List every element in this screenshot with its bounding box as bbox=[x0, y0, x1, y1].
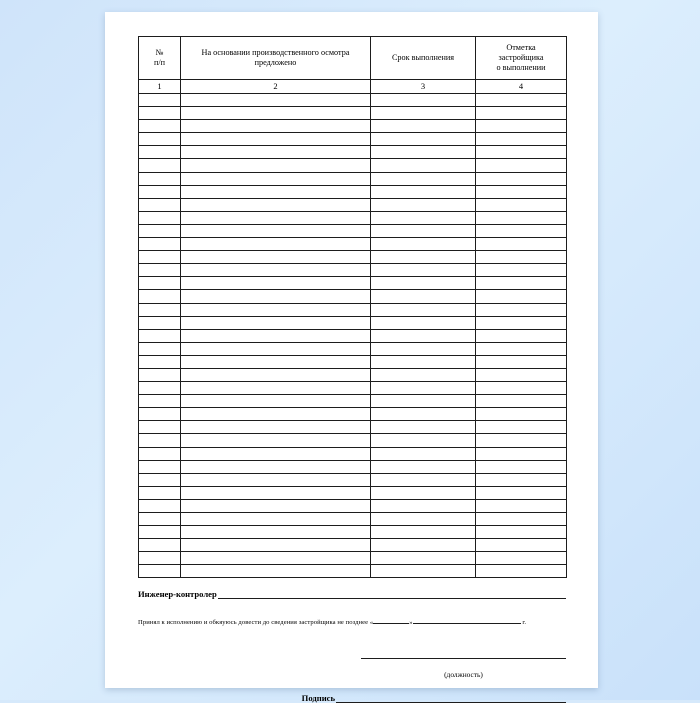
position-block bbox=[138, 646, 566, 682]
table-cell-proposed[interactable] bbox=[181, 421, 371, 434]
table-cell-number[interactable] bbox=[139, 552, 181, 565]
table-cell-proposed[interactable] bbox=[181, 565, 371, 578]
table-cell-proposed[interactable] bbox=[181, 434, 371, 447]
table-cell-number[interactable] bbox=[139, 447, 181, 460]
table-row[interactable] bbox=[139, 264, 567, 277]
table-cell-deadline[interactable] bbox=[371, 251, 476, 264]
table-cell-proposed[interactable] bbox=[181, 447, 371, 460]
table-cell-mark[interactable] bbox=[476, 552, 567, 565]
table-cell-mark[interactable] bbox=[476, 133, 567, 146]
table-cell-deadline[interactable] bbox=[371, 486, 476, 499]
signature-label: Подпись bbox=[301, 692, 335, 703]
table-cell-proposed[interactable] bbox=[181, 473, 371, 486]
table-cell-number[interactable] bbox=[139, 316, 181, 329]
table-cell-number[interactable] bbox=[139, 342, 181, 355]
table-cell-proposed[interactable] bbox=[181, 303, 371, 316]
table-cell-deadline[interactable] bbox=[371, 185, 476, 198]
table-row[interactable] bbox=[139, 408, 567, 421]
table-row[interactable] bbox=[139, 172, 567, 185]
table-cell-number[interactable] bbox=[139, 499, 181, 512]
table-row[interactable] bbox=[139, 238, 567, 251]
table-cell-number[interactable] bbox=[139, 172, 181, 185]
table-cell-proposed[interactable] bbox=[181, 355, 371, 368]
table-cell-number[interactable] bbox=[139, 565, 181, 578]
table-column-number-row bbox=[139, 80, 567, 94]
table-cell-number[interactable] bbox=[139, 94, 181, 107]
table-cell-proposed[interactable] bbox=[181, 395, 371, 408]
table-row[interactable] bbox=[139, 277, 567, 290]
table-cell-mark[interactable] bbox=[476, 224, 567, 237]
engineer-controller-rule[interactable] bbox=[218, 589, 566, 599]
table-cell-mark[interactable] bbox=[476, 539, 567, 552]
table-row[interactable] bbox=[139, 120, 567, 133]
table-cell-proposed[interactable] bbox=[181, 486, 371, 499]
table-cell-proposed[interactable] bbox=[181, 526, 371, 539]
table-row[interactable] bbox=[139, 513, 567, 526]
table-cell-number[interactable] bbox=[139, 303, 181, 316]
table-cell-mark[interactable] bbox=[476, 460, 567, 473]
table-cell-proposed[interactable] bbox=[181, 513, 371, 526]
table-row[interactable] bbox=[139, 198, 567, 211]
acceptance-text-2: » bbox=[409, 619, 413, 627]
table-cell-number[interactable] bbox=[139, 539, 181, 552]
table-cell-number[interactable] bbox=[139, 473, 181, 486]
table-cell-mark[interactable] bbox=[476, 486, 567, 499]
table-cell-mark[interactable] bbox=[476, 342, 567, 355]
table-cell-deadline[interactable] bbox=[371, 499, 476, 512]
table-cell-proposed[interactable] bbox=[181, 198, 371, 211]
acceptance-year-blank[interactable] bbox=[499, 616, 521, 624]
column-number-1: 1 bbox=[139, 80, 181, 94]
table-cell-number[interactable] bbox=[139, 120, 181, 133]
table-cell-number[interactable] bbox=[139, 290, 181, 303]
table-cell-proposed[interactable] bbox=[181, 277, 371, 290]
table-row[interactable] bbox=[139, 499, 567, 512]
table-cell-number[interactable] bbox=[139, 513, 181, 526]
table-cell-mark[interactable] bbox=[476, 473, 567, 486]
table-cell-number[interactable] bbox=[139, 251, 181, 264]
table-cell-proposed[interactable] bbox=[181, 120, 371, 133]
table-cell-deadline[interactable] bbox=[371, 290, 476, 303]
table-row[interactable] bbox=[139, 146, 567, 159]
table-cell-deadline[interactable] bbox=[371, 277, 476, 290]
table-cell-deadline[interactable] bbox=[371, 120, 476, 133]
header-cell-proposed: На основании производственного осмотра предложено bbox=[181, 37, 371, 80]
table-row[interactable] bbox=[139, 355, 567, 368]
table-cell-mark[interactable] bbox=[476, 526, 567, 539]
table-cell-mark[interactable] bbox=[476, 565, 567, 578]
table-cell-mark[interactable] bbox=[476, 238, 567, 251]
table-cell-deadline[interactable] bbox=[371, 329, 476, 342]
table-cell-mark[interactable] bbox=[476, 316, 567, 329]
table-row[interactable] bbox=[139, 382, 567, 395]
table-cell-mark[interactable] bbox=[476, 447, 567, 460]
page-content bbox=[138, 36, 566, 703]
table-cell-mark[interactable] bbox=[476, 211, 567, 224]
table-cell-proposed[interactable] bbox=[181, 382, 371, 395]
table-cell-number[interactable] bbox=[139, 159, 181, 172]
table-cell-mark[interactable] bbox=[476, 382, 567, 395]
table-cell-mark[interactable] bbox=[476, 421, 567, 434]
table-cell-number[interactable] bbox=[139, 355, 181, 368]
table-cell-proposed[interactable] bbox=[181, 290, 371, 303]
table-row[interactable] bbox=[139, 539, 567, 552]
table-row[interactable] bbox=[139, 473, 567, 486]
table-cell-number[interactable] bbox=[139, 408, 181, 421]
table-cell-deadline[interactable] bbox=[371, 133, 476, 146]
table-cell-deadline[interactable] bbox=[371, 368, 476, 381]
acceptance-text-3: г. bbox=[522, 619, 527, 627]
table-cell-mark[interactable] bbox=[476, 251, 567, 264]
signature-block bbox=[138, 693, 566, 703]
table-cell-number[interactable] bbox=[139, 211, 181, 224]
table-cell-proposed[interactable] bbox=[181, 264, 371, 277]
acceptance-text-1: Принял к исполнению и обкяуюсь довести до сведения застройщика не позднее « bbox=[138, 619, 374, 627]
header-mark-line1: Отметка bbox=[506, 43, 536, 53]
inspection-table bbox=[138, 36, 567, 578]
header-cell-deadline: Срок выполнения bbox=[371, 37, 476, 80]
acceptance-month-blank[interactable] bbox=[413, 616, 499, 624]
table-cell-number[interactable] bbox=[139, 395, 181, 408]
table-row[interactable] bbox=[139, 303, 567, 316]
position-rule[interactable] bbox=[361, 650, 566, 659]
table-cell-proposed[interactable] bbox=[181, 238, 371, 251]
document-footer bbox=[138, 589, 566, 702]
table-cell-mark[interactable] bbox=[476, 290, 567, 303]
table-cell-number[interactable] bbox=[139, 264, 181, 277]
table-cell-proposed[interactable] bbox=[181, 368, 371, 381]
table-cell-deadline[interactable] bbox=[371, 211, 476, 224]
header-number-line2: п/п bbox=[153, 58, 166, 67]
table-row[interactable] bbox=[139, 526, 567, 539]
table-row[interactable] bbox=[139, 342, 567, 355]
table-cell-proposed[interactable] bbox=[181, 408, 371, 421]
table-row[interactable] bbox=[139, 434, 567, 447]
acceptance-day-blank[interactable] bbox=[373, 616, 409, 624]
table-cell-deadline[interactable] bbox=[371, 342, 476, 355]
table-cell-number[interactable] bbox=[139, 434, 181, 447]
header-mark-line3: о выполнении bbox=[496, 62, 546, 72]
table-row[interactable] bbox=[139, 94, 567, 107]
column-number-3: 3 bbox=[371, 80, 476, 94]
table-cell-mark[interactable] bbox=[476, 277, 567, 290]
table-cell-deadline[interactable] bbox=[371, 421, 476, 434]
table-cell-proposed[interactable] bbox=[181, 251, 371, 264]
table-cell-deadline[interactable] bbox=[371, 303, 476, 316]
table-row[interactable] bbox=[139, 107, 567, 120]
table-cell-proposed[interactable] bbox=[181, 329, 371, 342]
table-cell-deadline[interactable] bbox=[371, 238, 476, 251]
table-cell-proposed[interactable] bbox=[181, 539, 371, 552]
table-cell-deadline[interactable] bbox=[371, 473, 476, 486]
table-cell-proposed[interactable] bbox=[181, 146, 371, 159]
table-cell-proposed[interactable] bbox=[181, 224, 371, 237]
table-cell-number[interactable] bbox=[139, 107, 181, 120]
column-number-4: 4 bbox=[476, 80, 567, 94]
table-row[interactable] bbox=[139, 368, 567, 381]
table-cell-deadline[interactable] bbox=[371, 460, 476, 473]
acceptance-line bbox=[138, 616, 566, 627]
table-cell-number[interactable] bbox=[139, 460, 181, 473]
table-cell-deadline[interactable] bbox=[371, 395, 476, 408]
table-cell-proposed[interactable] bbox=[181, 499, 371, 512]
table-cell-proposed[interactable] bbox=[181, 159, 371, 172]
header-cell-developer-mark bbox=[476, 37, 567, 80]
table-cell-deadline[interactable] bbox=[371, 565, 476, 578]
signature-rule[interactable] bbox=[336, 693, 566, 703]
table-cell-proposed[interactable] bbox=[181, 107, 371, 120]
table-cell-deadline[interactable] bbox=[371, 434, 476, 447]
table-row[interactable] bbox=[139, 421, 567, 434]
table-cell-number[interactable] bbox=[139, 133, 181, 146]
table-cell-proposed[interactable] bbox=[181, 342, 371, 355]
table-cell-proposed[interactable] bbox=[181, 316, 371, 329]
table-cell-deadline[interactable] bbox=[371, 513, 476, 526]
table-cell-mark[interactable] bbox=[476, 185, 567, 198]
table-cell-deadline[interactable] bbox=[371, 316, 476, 329]
table-cell-number[interactable] bbox=[139, 277, 181, 290]
table-cell-mark[interactable] bbox=[476, 172, 567, 185]
table-cell-proposed[interactable] bbox=[181, 552, 371, 565]
table-cell-deadline[interactable] bbox=[371, 198, 476, 211]
table-cell-proposed[interactable] bbox=[181, 172, 371, 185]
table-cell-deadline[interactable] bbox=[371, 447, 476, 460]
header-number-line1: № bbox=[155, 48, 164, 58]
table-cell-deadline[interactable] bbox=[371, 94, 476, 107]
table-cell-proposed[interactable] bbox=[181, 211, 371, 224]
table-row[interactable] bbox=[139, 329, 567, 342]
table-cell-mark[interactable] bbox=[476, 355, 567, 368]
table-cell-mark[interactable] bbox=[476, 198, 567, 211]
table-cell-mark[interactable] bbox=[476, 94, 567, 107]
table-cell-mark[interactable] bbox=[476, 368, 567, 381]
table-cell-proposed[interactable] bbox=[181, 185, 371, 198]
engineer-controller-line bbox=[138, 589, 566, 599]
table-cell-mark[interactable] bbox=[476, 159, 567, 172]
table-cell-deadline[interactable] bbox=[371, 107, 476, 120]
table-cell-number[interactable] bbox=[139, 224, 181, 237]
table-cell-deadline[interactable] bbox=[371, 146, 476, 159]
table-cell-proposed[interactable] bbox=[181, 94, 371, 107]
table-cell-deadline[interactable] bbox=[371, 172, 476, 185]
table-cell-number[interactable] bbox=[139, 486, 181, 499]
table-cell-mark[interactable] bbox=[476, 146, 567, 159]
table-cell-mark[interactable] bbox=[476, 408, 567, 421]
table-cell-proposed[interactable] bbox=[181, 133, 371, 146]
table-cell-number[interactable] bbox=[139, 382, 181, 395]
table-row[interactable] bbox=[139, 211, 567, 224]
table-row[interactable] bbox=[139, 316, 567, 329]
header-cell-number bbox=[139, 37, 181, 80]
table-row[interactable] bbox=[139, 486, 567, 499]
document-page bbox=[105, 12, 598, 703]
table-cell-proposed[interactable] bbox=[181, 460, 371, 473]
table-cell-number[interactable] bbox=[139, 421, 181, 434]
table-row[interactable] bbox=[139, 251, 567, 264]
table-cell-number[interactable] bbox=[139, 198, 181, 211]
table-cell-number[interactable] bbox=[139, 526, 181, 539]
table-cell-mark[interactable] bbox=[476, 264, 567, 277]
table-cell-mark[interactable] bbox=[476, 329, 567, 342]
table-cell-mark[interactable] bbox=[476, 120, 567, 133]
header-mark-line2: застройщика bbox=[498, 53, 544, 63]
table-cell-number[interactable] bbox=[139, 146, 181, 159]
table-cell-deadline[interactable] bbox=[371, 159, 476, 172]
table-row[interactable] bbox=[139, 565, 567, 578]
table-row[interactable] bbox=[139, 159, 567, 172]
table-row[interactable] bbox=[139, 552, 567, 565]
table-cell-deadline[interactable] bbox=[371, 382, 476, 395]
table-cell-number[interactable] bbox=[139, 329, 181, 342]
table-header bbox=[139, 37, 567, 80]
table-row[interactable] bbox=[139, 447, 567, 460]
table-cell-mark[interactable] bbox=[476, 513, 567, 526]
table-cell-deadline[interactable] bbox=[371, 355, 476, 368]
table-cell-deadline[interactable] bbox=[371, 408, 476, 421]
table-cell-mark[interactable] bbox=[476, 107, 567, 120]
column-number-2: 2 bbox=[181, 80, 371, 94]
table-header-row bbox=[139, 37, 567, 80]
engineer-controller-label: Инженер-контролер bbox=[138, 589, 217, 600]
table-cell-number[interactable] bbox=[139, 185, 181, 198]
table-cell-mark[interactable] bbox=[476, 434, 567, 447]
position-caption: (должность) bbox=[444, 669, 483, 679]
table-cell-mark[interactable] bbox=[476, 303, 567, 316]
table-cell-deadline[interactable] bbox=[371, 539, 476, 552]
table-cell-deadline[interactable] bbox=[371, 526, 476, 539]
table-cell-deadline[interactable] bbox=[371, 224, 476, 237]
table-cell-number[interactable] bbox=[139, 238, 181, 251]
table-body bbox=[139, 80, 567, 578]
table-row[interactable] bbox=[139, 185, 567, 198]
table-cell-number[interactable] bbox=[139, 368, 181, 381]
table-row[interactable] bbox=[139, 460, 567, 473]
table-cell-deadline[interactable] bbox=[371, 552, 476, 565]
table-cell-mark[interactable] bbox=[476, 499, 567, 512]
table-cell-deadline[interactable] bbox=[371, 264, 476, 277]
table-row[interactable] bbox=[139, 224, 567, 237]
table-row[interactable] bbox=[139, 290, 567, 303]
table-row[interactable] bbox=[139, 395, 567, 408]
table-cell-mark[interactable] bbox=[476, 395, 567, 408]
table-row[interactable] bbox=[139, 133, 567, 146]
